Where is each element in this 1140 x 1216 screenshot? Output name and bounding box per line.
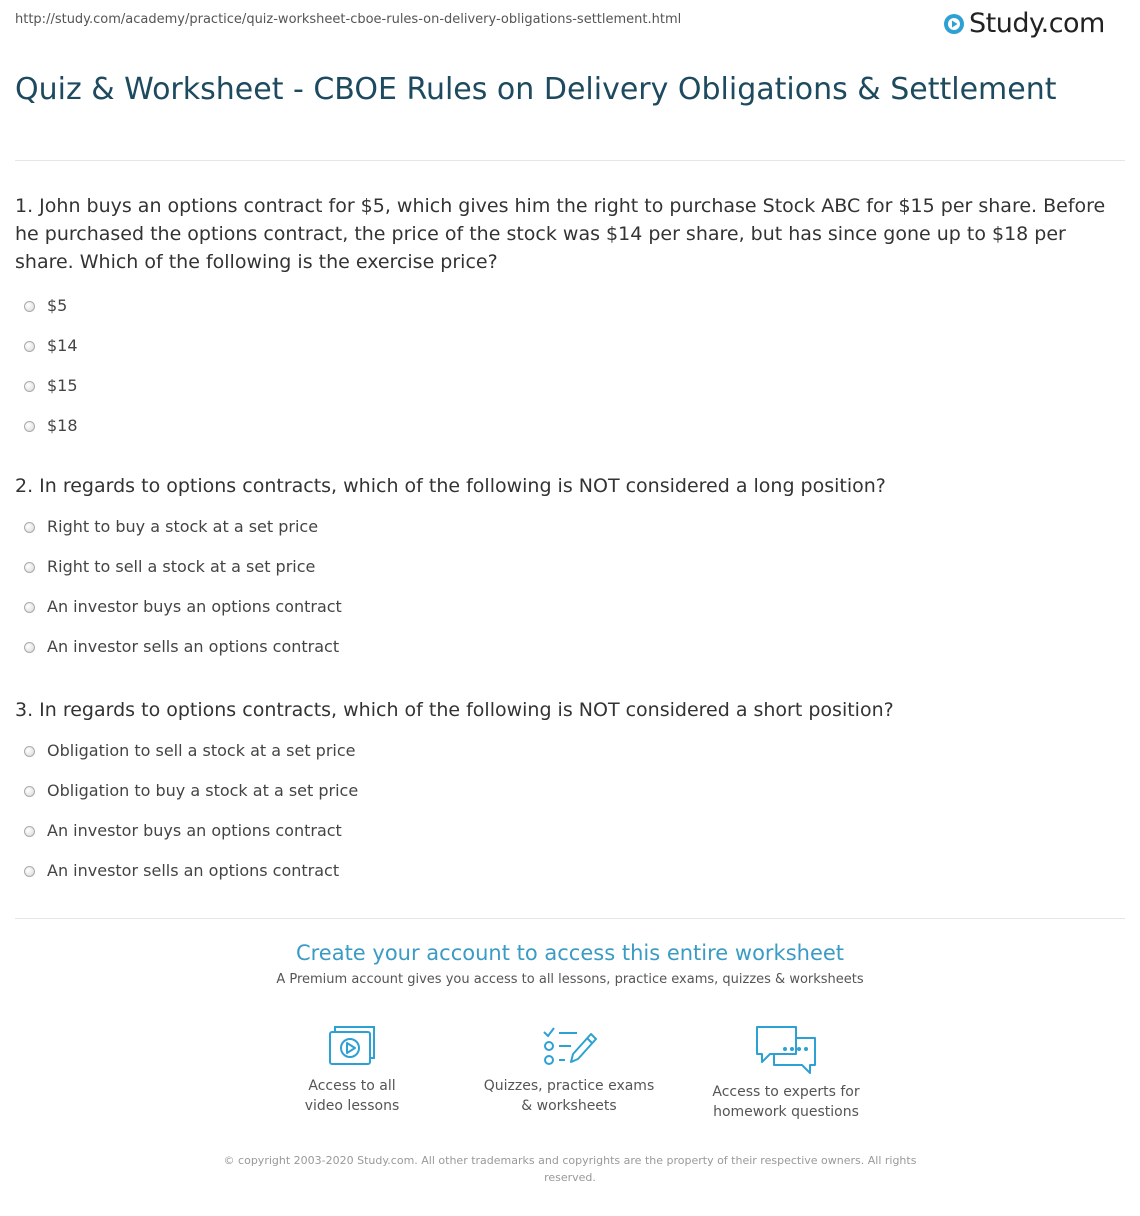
option-label: Obligation to sell a stock at a set price [47,741,356,760]
answer-option[interactable] [15,811,1127,851]
radio-button[interactable] [24,602,35,613]
radio-button[interactable] [24,301,35,312]
page-url: http://study.com/academy/practice/quiz-worksheet-cboe-rules-on-delivery-obligations-settlement.html [15,12,682,27]
radio-button[interactable] [24,381,35,392]
answer-option[interactable] [15,851,1127,891]
radio-button[interactable] [24,562,35,573]
answer-option[interactable] [15,406,1127,446]
option-label: $14 [47,336,78,355]
option-label: An investor buys an options contract [47,597,342,616]
option-label: An investor buys an options contract [47,821,342,840]
question-3 [15,696,1127,891]
question-text: 3. In regards to options contracts, which of the following is NOT considered a short position? [15,699,894,721]
answer-option[interactable] [15,627,1127,667]
answer-options [15,286,1127,446]
title-divider [15,160,1125,161]
answer-option[interactable] [15,507,1127,547]
option-label: $5 [47,296,68,315]
option-label: An investor sells an options contract [47,637,340,656]
quiz-checklist-icon [541,1024,597,1068]
create-account-link[interactable]: Create your account to access this entire worksheet [295,941,845,965]
option-label: $15 [47,376,78,395]
feature-video-lessons [252,1024,452,1116]
page-title: Quiz & Worksheet - CBOE Rules on Delivery Obligations & Settlement [15,72,1057,107]
radio-button[interactable] [24,341,35,352]
radio-button[interactable] [24,786,35,797]
study-logo[interactable] [943,8,1105,39]
answer-option[interactable] [15,587,1127,627]
video-lessons-icon [326,1024,378,1068]
premium-description: A Premium account gives you access to all lessons, practice exams, quizzes & worksheets [276,972,864,987]
play-circle-logo-icon [943,13,965,35]
option-label: $18 [47,416,78,435]
radio-button[interactable] [24,421,35,432]
radio-button[interactable] [24,826,35,837]
feature-experts [686,1024,886,1122]
option-label: An investor sells an options contract [47,861,340,880]
option-label: Obligation to buy a stock at a set price [47,781,359,800]
answer-options [15,731,1127,891]
feature-label: Access to all video lessons [304,1078,400,1114]
question-1 [15,192,1127,446]
radio-button[interactable] [24,642,35,653]
question-2 [15,472,1127,667]
answer-option[interactable] [15,771,1127,811]
answer-options [15,507,1127,667]
option-label: Right to sell a stock at a set price [47,557,316,576]
question-text: 2. In regards to options contracts, which of the following is NOT considered a long position? [15,475,886,497]
answer-option[interactable] [15,366,1127,406]
chat-bubbles-icon [754,1024,818,1074]
answer-option[interactable] [15,547,1127,587]
answer-option[interactable] [15,326,1127,366]
feature-quizzes [469,1024,669,1116]
radio-button[interactable] [24,866,35,877]
section-divider [15,918,1125,919]
radio-button[interactable] [24,746,35,757]
copyright-notice: © copyright 2003-2020 Study.com. All other trademarks and copyrights are the property of their respective owners. All rights reserved. [223,1154,917,1184]
logo-text: Study.com [969,8,1105,39]
question-text: 1. John buys an options contract for $5, which gives him the right to purchase Stock ABC for $15 per share. Before he purchased the options contract, the price of the stock was $14 per share, but has since gone up to $18 per share. Which of the following is the exercise price? [15,195,1106,273]
radio-button[interactable] [24,522,35,533]
feature-label: Quizzes, practice exams & worksheets [483,1078,655,1114]
answer-option[interactable] [15,286,1127,326]
answer-option[interactable] [15,731,1127,771]
option-label: Right to buy a stock at a set price [47,517,319,536]
feature-label: Access to experts for homework questions [712,1084,860,1120]
